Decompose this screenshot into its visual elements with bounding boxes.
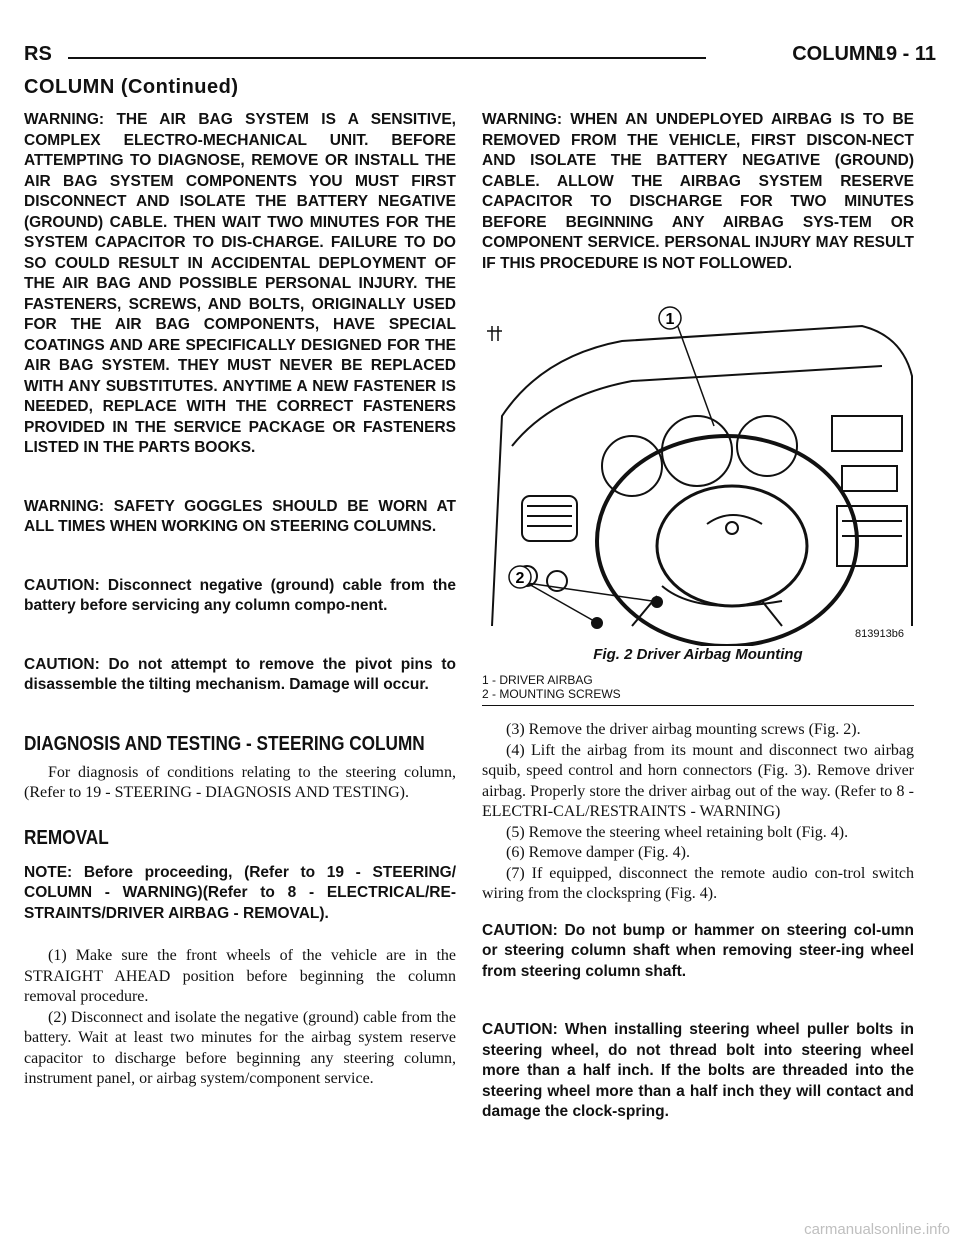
- page-header: [24, 43, 936, 73]
- undeployed-airbag-warning: WARNING: WHEN AN UNDEPLOYED AIRBAG IS TO BE REMOVED FROM THE VEHICLE, FIRST DISCON-NECT AND ISOLATE THE BATTERY NEGATIVE (GROUND) CABLE. ALLOW THE AIRBAG SYSTEM RESERVE CAPACITOR TO DISCHARGE FOR TWO MINUTES BEFORE BEGINNING ANY AIRBAG SYS-TEM OR COMPONENT SERVICE. PERSONAL INJURY MAY RESULT IF THIS PROCEDURE IS NOT FOLLOWED.: [482, 111, 914, 272]
- step-7: (7) If equipped, disconnect the remote audio con-trol switch wiring from the clockspring (Fig. 4).: [482, 864, 914, 902]
- step-5: (5) Remove the steering wheel retaining bolt (Fig. 4).: [506, 823, 849, 841]
- step-2: (2) Disconnect and isolate the negative (ground) cable from the battery. Wait at least two minutes for the airbag system reserve capacitor to discharge before beginning any steering column, instrument panel, or airbag system/component service.: [24, 1008, 456, 1087]
- airbag-figure: [482, 296, 914, 646]
- ground-cable-caution: CAUTION: Disconnect negative (ground) cable from the battery before servicing any column compo-nent.: [24, 576, 456, 614]
- diagnosis-heading: DIAGNOSIS AND TESTING - STEERING COLUMN: [24, 732, 425, 755]
- watermark: carmanualsonline.info: [804, 1221, 950, 1238]
- diagnosis-text: For diagnosis of conditions relating to the steering column, (Refer to 19 - STEERING - DIAGNOSIS AND TESTING).: [24, 763, 456, 801]
- puller-bolt-caution: CAUTION: When installing steering wheel puller bolts in steering wheel, do not thread bolt into steering wheel more than a half inch. If the bolts are threaded into the steering wheel more than a half inch they will contact and damage the clock-spring.: [482, 1021, 914, 1120]
- step-6: (6) Remove damper (Fig. 4).: [506, 844, 690, 861]
- step-1: (1) Make sure the front wheels of the vehicle are in the STRAIGHT AHEAD position before beginning the column removal procedure.: [24, 947, 456, 1005]
- removal-note: NOTE: Before proceeding, (Refer to 19 - STEERING/ COLUMN - WARNING)(Refer to 8 - ELECTRICAL/RE-STRAINTS/DRIVER AIRBAG - REMOVAL).: [24, 863, 456, 922]
- legend-item-1: 1 - DRIVER AIRBAG: [482, 673, 593, 687]
- removal-heading: REMOVAL: [24, 826, 109, 849]
- left-column: [24, 110, 456, 1090]
- callout-1: 1: [665, 311, 675, 328]
- step-4: (4) Lift the airbag from its mount and disconnect two airbag squib, speed control and horn connectors (Fig. 3). Remove driver airbag. Properly store the driver airbag out of the way. (Refer to 8 - ELECTRI-CAL/RESTRAINTS - WARNING): [482, 741, 914, 820]
- figure-legend: [482, 673, 914, 706]
- figure-code: 813913b6: [855, 628, 904, 640]
- goggles-warning: WARNING: SAFETY GOGGLES SHOULD BE WORN AT ALL TIMES WHEN WORKING ON STEERING COLUMNS.: [24, 497, 456, 535]
- right-column: [482, 110, 914, 1145]
- header-rule: [68, 57, 706, 59]
- section-code: RS: [24, 43, 52, 65]
- chapter-title: COLUMN: [792, 43, 880, 65]
- dashboard-illustration: [482, 296, 914, 646]
- legend-item-2: 2 - MOUNTING SCREWS: [482, 687, 621, 701]
- callout-2: 2: [515, 570, 525, 587]
- step-3: (3) Remove the driver airbag mounting screws (Fig. 2).: [506, 721, 861, 738]
- page-number: 19 - 11: [874, 43, 936, 65]
- continued-heading: COLUMN (Continued): [24, 76, 239, 98]
- figure-caption: Fig. 2 Driver Airbag Mounting: [593, 646, 803, 663]
- airbag-warning: WARNING: THE AIR BAG SYSTEM IS A SENSITIVE, COMPLEX ELECTRO-MECHANICAL UNIT. BEFORE ATTEMPTING TO DIAGNOSE, REMOVE OR INSTALL THE AIR BAG SYSTEM COMPONENTS YOU MUST FIRST DISCONNECT AND ISOLATE THE BATTERY NEGATIVE (GROUND) CABLE. THEN WAIT TWO MINUTES FOR THE SYSTEM CAPACITOR TO DIS-CHARGE. FAILURE TO DO SO COULD RESULT IN ACCIDENTAL DEPLOYMENT OF THE AIR BAG AND POSSIBLE PERSONAL INJURY. THE FASTENERS, SCREWS, AND BOLTS, ORIGINALLY USED FOR THE AIR BAG COMPONENTS, HAVE SPECIAL COATINGS AND ARE SPECIFICALLY DESIGNED FOR THE AIR BAG SYSTEM. THEY MUST NEVER BE REPLACED WITH ANY SUBSTITUTES. ANYTIME A NEW FASTENER IS NEEDED, REPLACE WITH THE CORRECT FASTENERS PROVIDED IN THE SERVICE PACKAGE OR FASTENERS LISTED IN THE PARTS BOOKS.: [24, 111, 456, 456]
- hammer-caution: CAUTION: Do not bump or hammer on steering col-umn or steering column shaft when removing steer-ing wheel from steering column shaft.: [482, 921, 914, 980]
- pivot-pins-caution: CAUTION: Do not attempt to remove the pivot pins to disassemble the tilting mechanism. Damage will occur.: [24, 655, 456, 693]
